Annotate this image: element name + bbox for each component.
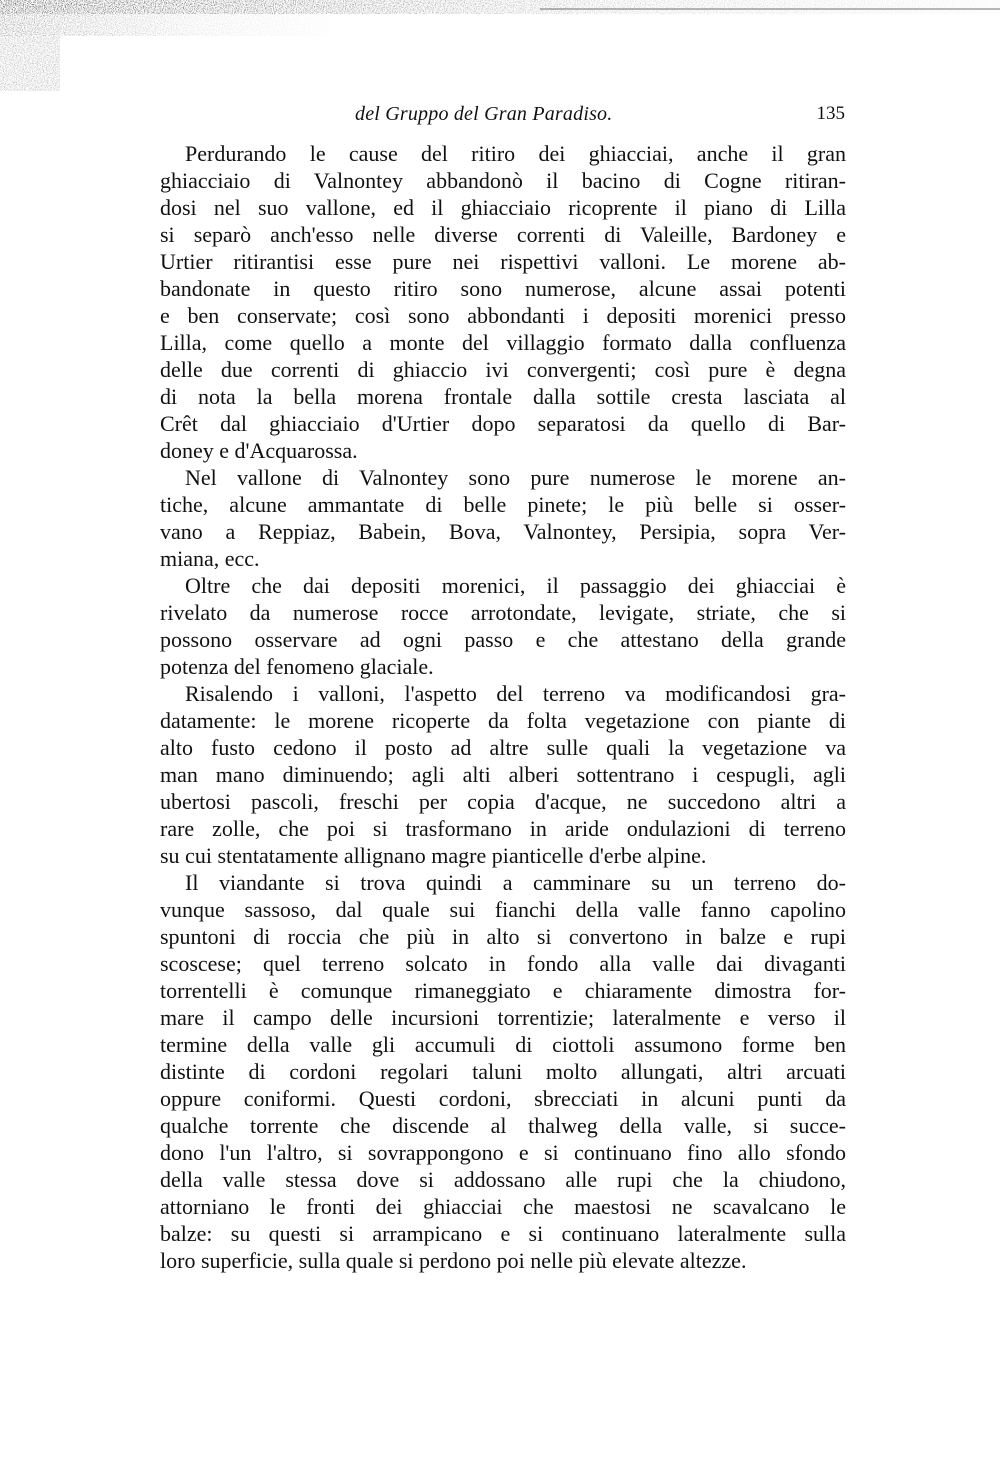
text-line: man mano diminuendo; agli alti alberi sottentrano i cespugli, agli — [160, 762, 846, 787]
text-line: Oltre che dai depositi morenici, il passaggio dei ghiacciai è — [185, 573, 846, 598]
body-text — [160, 140, 846, 1274]
text-line: su cui stentatamente allignano magre pianticelle d'erbe alpine. — [160, 843, 707, 868]
text-line: alto fusto cedono il posto ad altre sulle quali la vegetazione va — [160, 735, 846, 760]
text-line: doney e d'Acquarossa. — [160, 438, 358, 463]
text-line: ubertosi pascoli, freschi per copia d'acque, ne succedono altri a — [160, 789, 846, 814]
text-line: scoscese; quel terreno solcato in fondo alla valle dai divaganti — [160, 951, 846, 976]
text-line: distinte di cordoni regolari taluni molto allungati, altri arcuati — [160, 1059, 846, 1084]
text-line: miana, ecc. — [160, 546, 260, 571]
text-line: della valle stessa dove si addossano alle rupi che la chiudono, — [160, 1167, 846, 1192]
paragraph — [160, 869, 846, 1274]
text-line: vunque sassoso, dal quale sui fianchi della valle fanno capolino — [160, 897, 846, 922]
text-line: dono l'un l'altro, si sovrappongono e si continuano fino allo sfondo — [160, 1140, 846, 1165]
text-line: rivelato da numerose rocce arrotondate, levigate, striate, che si — [160, 600, 846, 625]
text-line: Perdurando le cause del ritiro dei ghiacciai, anche il gran — [185, 141, 846, 166]
text-line: Crêt dal ghiacciaio d'Urtier dopo separatosi da quello di Bar- — [160, 411, 846, 436]
paragraph — [160, 572, 846, 680]
paragraph — [160, 680, 846, 869]
text-line: oppure coniformi. Questi cordoni, sbrecciati in alcuni punti da — [160, 1086, 846, 1111]
text-line: ghiacciaio di Valnontey abbandonò il bacino di Cogne ritiran- — [160, 168, 846, 193]
text-line: mare il campo delle incursioni torrentizie; lateralmente e verso il — [160, 1005, 846, 1030]
text-line: loro superficie, sulla quale si perdono poi nelle più elevate altezze. — [160, 1248, 747, 1273]
text-line: qualche torrente che discende al thalweg della valle, si succe- — [160, 1113, 846, 1138]
text-line: dosi nel suo vallone, ed il ghiacciaio ricoprente il piano di Lilla — [160, 195, 846, 220]
text-line: di nota la bella morena frontale dalla sottile cresta lasciata al — [160, 384, 846, 409]
text-line: termine della valle gli accumuli di ciottoli assumono forme ben — [160, 1032, 846, 1057]
scan-artifact-top-edge — [0, 0, 1000, 95]
text-line: tiche, alcune ammantate di belle pinete; le più belle si osser- — [160, 492, 846, 517]
running-head — [160, 100, 855, 130]
text-line: bandonate in questo ritiro sono numerose, alcune assai potenti — [160, 276, 846, 301]
page-number: 135 — [816, 103, 845, 124]
text-line: torrentelli è comunque rimaneggiato e chiaramente dimostra for- — [160, 978, 846, 1003]
text-line: e ben conservate; così sono abbondanti i depositi morenici presso — [160, 303, 846, 328]
text-line: vano a Reppiaz, Babein, Bova, Valnontey, Persipia, sopra Ver- — [160, 519, 846, 544]
text-line: balze: su questi si arrampicano e si continuano lateralmente sulla — [160, 1221, 846, 1246]
text-line: Urtier ritirantisi esse pure nei rispettivi valloni. Le morene ab- — [160, 249, 846, 274]
text-line: potenza del fenomeno glaciale. — [160, 654, 434, 679]
paragraph — [160, 464, 846, 572]
text-line: datamente: le morene ricoperte da folta vegetazione con piante di — [160, 708, 846, 733]
text-line: Lilla, come quello a monte del villaggio formato dalla confluenza — [160, 330, 846, 355]
text-line: Risalendo i valloni, l'aspetto del terreno va modificandosi gra- — [185, 681, 846, 706]
text-line: Il viandante si trova quindi a camminare su un terreno do- — [185, 870, 846, 895]
text-line: possono osservare ad ogni passo e che attestano della grande — [160, 627, 846, 652]
text-line: Nel vallone di Valnontey sono pure numerose le morene an- — [185, 465, 846, 490]
running-head-title: del Gruppo del Gran Paradiso. — [355, 103, 613, 125]
paragraph — [160, 140, 846, 464]
text-line: delle due correnti di ghiaccio ivi convergenti; così pure è degna — [160, 357, 846, 382]
text-line: attorniano le fronti dei ghiacciai che maestosi ne scavalcano le — [160, 1194, 846, 1219]
text-line: rare zolle, che poi si trasformano in aride ondulazioni di terreno — [160, 816, 846, 841]
text-line: si separò anch'esso nelle diverse correnti di Valeille, Bardoney e — [160, 222, 846, 247]
text-line: spuntoni di roccia che più in alto si convertono in balze e rupi — [160, 924, 846, 949]
